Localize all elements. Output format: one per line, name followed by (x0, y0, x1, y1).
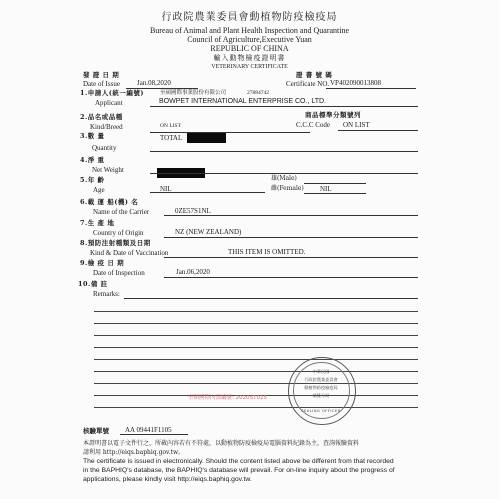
electronic-note-en-1: The certificate is issued in electronically. Should the content listed above be different from that recorded (83, 458, 394, 465)
issue-date-label-en: Date of Issue (83, 80, 120, 88)
origin-value: NZ (NEW ZEALAND) (175, 228, 242, 236)
seal-line-3: 動植物防疫檢疫局 (304, 385, 338, 390)
certificate-no-label-en: Certificate NO. (286, 80, 330, 88)
carrier-value: 0ZE57S1NL (175, 207, 211, 215)
electronic-note-zh-2: 請利用 http://eiqs.baphiq.gov.tw。 (83, 449, 185, 456)
remarks-label-zh: 備 註 (90, 280, 108, 288)
bureau-title-zh: 行政院農業委員會動植物防疫檢疫局 (161, 12, 338, 23)
official-seal (288, 357, 356, 425)
ccc-label-en: C.C.C Code (296, 121, 331, 129)
applicant-number: 1. (80, 89, 88, 97)
kind-label-en: Kind/Breed (90, 123, 123, 131)
seal-line-2: 行政院農業委員會 (304, 377, 338, 382)
remarks-label-en: Remarks: (93, 290, 120, 298)
applicant-name-zh: 至碩國際事業股份有限公司 (160, 90, 227, 96)
applicant-label-zh: 申請人(統一編號) (87, 89, 144, 97)
kind-number: 2. (80, 113, 88, 121)
inspection-label-en: Date of Inspection (93, 269, 145, 277)
seal-line-1: 中華民國 (312, 369, 330, 374)
origin-number: 7. (80, 219, 88, 227)
certificate-no-label-zh: 證 書 號 碼 (296, 71, 333, 79)
female-label: 雌(Female) (271, 185, 304, 192)
issue-date-label-zh: 發 證 日 期 (83, 71, 120, 79)
quantity-redaction (187, 133, 226, 143)
internal-number-watermark: 至碩國際內部編號: 2020ST025 (188, 395, 267, 401)
verify-value: AA 09441F1105 (125, 426, 172, 434)
quantity-label-en: Quantity (92, 144, 117, 152)
carrier-label-zh: 載 運 船(機) 名 (87, 198, 139, 206)
electronic-note-zh-1: 本證明書以電子文件行之，所載內容若有不符處，以動植物防疫檢疫局電腦資料紀錄為主，查詢報驗資料 (83, 440, 360, 447)
bureau-title-en: Bureau of Animal and Plant Health Inspection and Quarantine (149, 26, 350, 35)
vaccination-value: THIS ITEM IS OMITTED. (228, 248, 306, 256)
quantity-number: 3. (80, 132, 88, 140)
weight-label-zh: 淨 重 (87, 156, 105, 164)
ccc-value: ON LIST (343, 121, 370, 129)
electronic-note-en-3: applications, please kindly visit http://eiqs.baphiq.gov.tw. (83, 476, 252, 483)
certificate-no-value: VP402090013808 (330, 79, 381, 87)
carrier-number: 6. (80, 198, 88, 206)
quantity-label-zh: 數 量 (87, 132, 105, 140)
vaccination-number: 8. (80, 239, 88, 247)
kind-value: ON LIST (160, 123, 181, 129)
age-number: 5. (80, 176, 88, 184)
origin-label-en: Country of Origin (93, 229, 144, 237)
age-label-zh: 年 齡 (87, 176, 105, 184)
applicant-name-en: BOWPET INTERNATIONAL ENTERPRISE CO., LTD. (159, 98, 326, 105)
seal-line-4: 基隆分局 (312, 393, 330, 398)
weight-number: 4. (80, 156, 88, 164)
female-value: NIL (320, 185, 332, 193)
inspection-label-zh: 檢 疫 日 期 (87, 259, 125, 267)
origin-label-zh: 生 產 地 (87, 219, 115, 227)
country-title-en: REPUBLIC OF CHINA (210, 44, 289, 53)
ccc-label-zh: 商品標準分類號列 (305, 111, 361, 119)
applicant-tax-id: 27884742 (247, 90, 269, 96)
remarks-number: 10. (78, 280, 91, 288)
certificate-title-en: VETERINARY CERTIFICATE (211, 64, 288, 70)
age-label-en: Age (93, 186, 105, 194)
weight-label-en: Net Weight (92, 166, 124, 174)
vaccination-label-en: Kind & Date of Vaccination (90, 249, 169, 257)
applicant-label-en: Applicant (95, 99, 123, 107)
seal-arc-text: SEALING OFFICER (301, 409, 341, 413)
verify-label: 核驗單號 (83, 427, 109, 435)
carrier-label-en: Name of the Carrier (93, 208, 150, 216)
age-value: NIL (160, 185, 172, 193)
inspection-value: Jan.06,2020 (176, 268, 210, 276)
certificate-title-zh: 輸入動物檢疫證明書 (213, 54, 286, 62)
quantity-value: TOTAL (160, 134, 183, 142)
vaccination-label-zh: 預防注射種類及日期 (87, 239, 151, 247)
male-label: 雄(Male) (271, 175, 297, 182)
council-title-en: Council of Agriculture,Executive Yuan (187, 35, 312, 44)
inspection-number: 9. (80, 259, 88, 267)
electronic-note-en-2: in the BAPHIQ's database, the BAPHIQ's database will prevail. For on-line inquiry about the progress of (83, 467, 395, 474)
kind-label-zh: 品名或品種 (87, 113, 123, 121)
issue-date-value: Jan.08,2020 (137, 79, 171, 87)
